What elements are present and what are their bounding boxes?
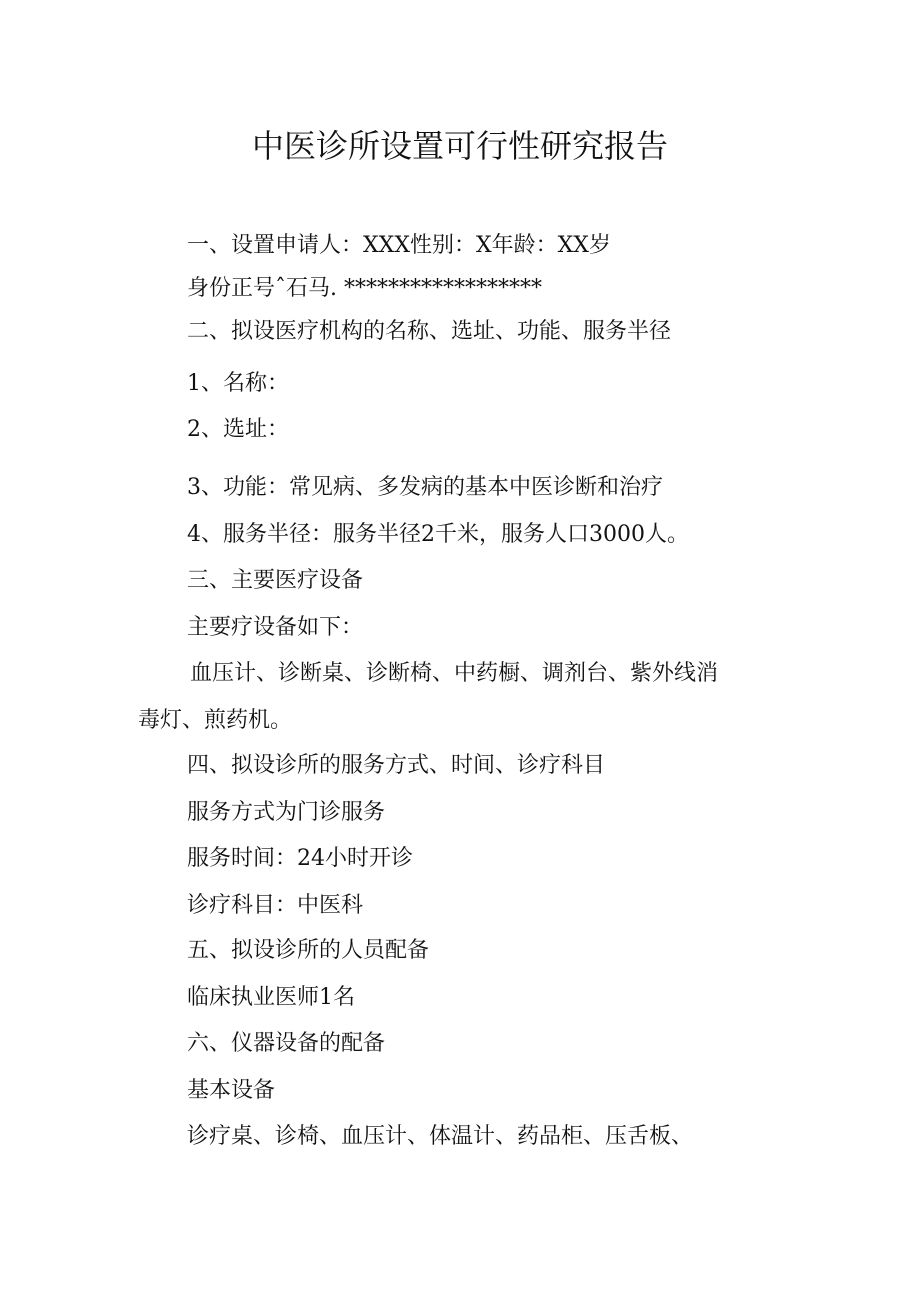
service-mode: 服务方式为门诊服务	[187, 800, 386, 825]
section-heading-5: 五、拟设诊所的人员配备	[187, 938, 430, 963]
section-heading-4: 四、拟设诊所的服务方式、时间、诊疗科目	[187, 753, 606, 778]
section-heading-2: 二、拟设医疗机构的名称、选址、功能、服务半径	[187, 319, 672, 344]
equipment-list-line-2: 毒灯、煎药机。	[138, 708, 293, 733]
applicant-line: 一、设置申请人：XXX性别：X年龄：XX岁	[187, 233, 611, 258]
item-location: 2、选址：	[187, 417, 289, 442]
basic-equipment-list: 诊疗桌、诊椅、血压计、体温计、药品柜、压舌板、	[187, 1124, 694, 1149]
section-heading-3: 三、主要医疗设备	[187, 568, 364, 593]
equipment-intro: 主要疗设备如下：	[187, 615, 364, 640]
clinical-department: 诊疗科目：中医科	[187, 893, 364, 918]
item-service-radius: 4、服务半径：服务半径2千米，服务人口3000人。	[187, 522, 689, 547]
section-heading-6: 六、仪器设备的配备	[187, 1031, 386, 1056]
item-function: 3、功能：常见病、多发病的基本中医诊断和治疗	[187, 475, 663, 500]
service-hours: 服务时间：24小时开诊	[187, 846, 413, 871]
id-number-line: 身份正号ˆ石马. ******************	[187, 276, 542, 301]
item-name: 1、名称：	[187, 371, 289, 396]
staffing: 临床执业医师1名	[187, 985, 355, 1010]
equipment-list-line-1: 血压计、诊断桌、诊断椅、中药橱、调剂台、紫外线消	[190, 661, 719, 686]
document-title: 中医诊所设置可行性研究报告	[251, 127, 668, 165]
basic-equipment-heading: 基本设备	[187, 1078, 276, 1103]
